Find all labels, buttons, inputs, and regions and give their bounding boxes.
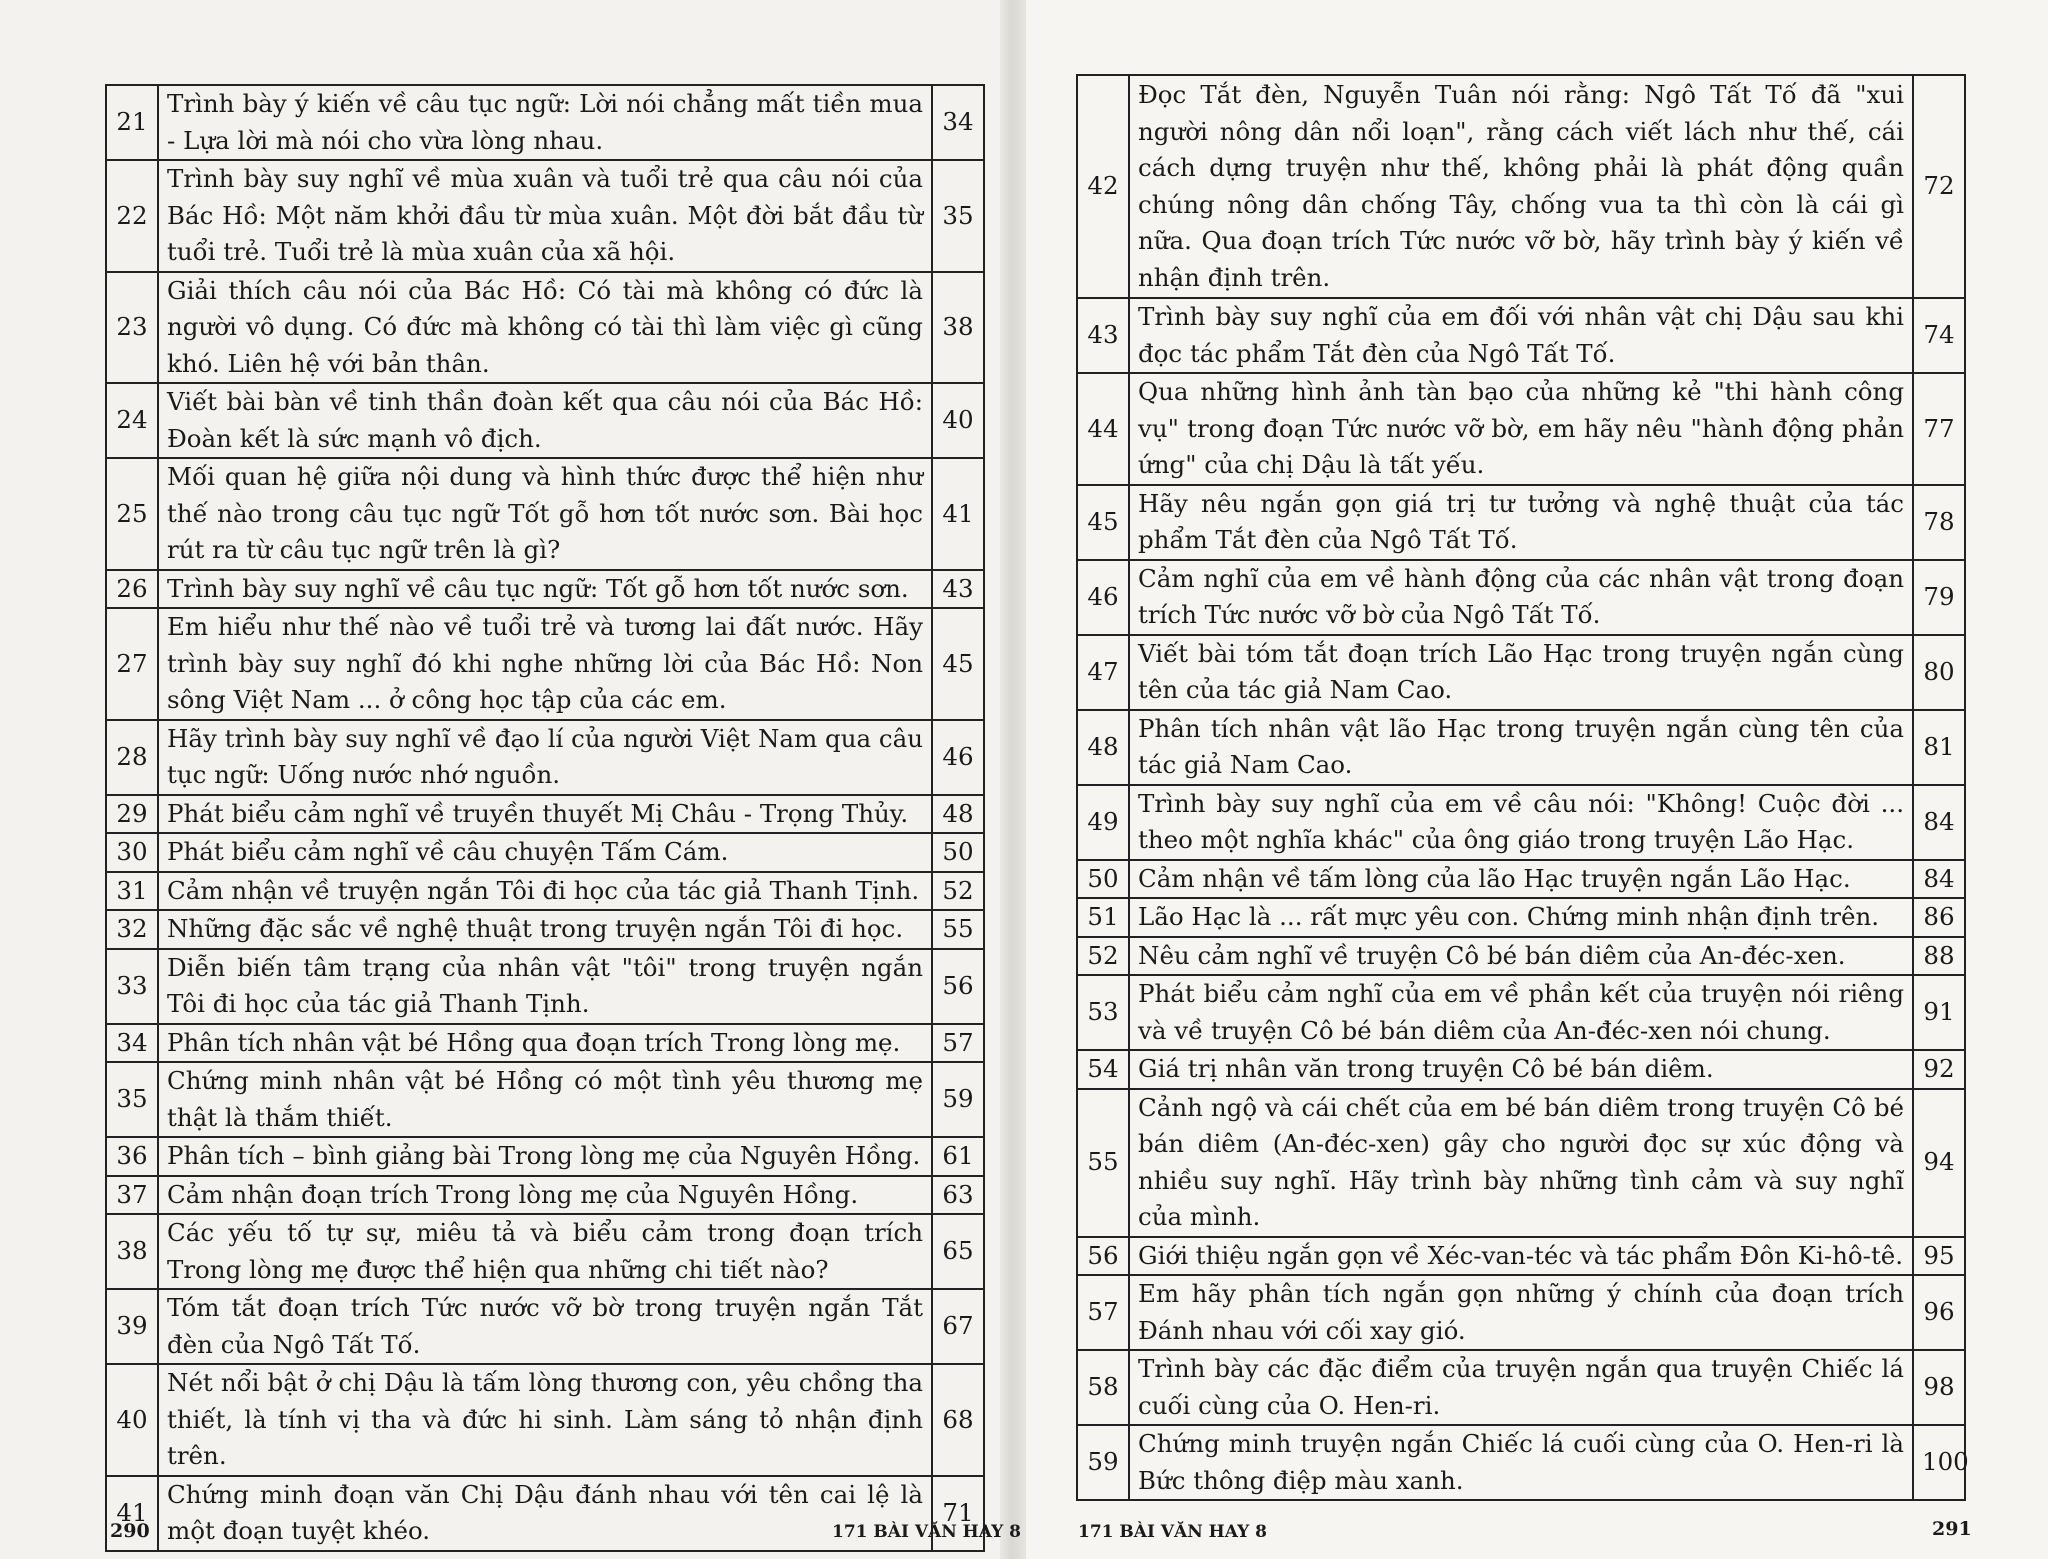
toc-item-title: Phân tích nhân vật bé Hồng qua đoạn trích Trong lòng mẹ. [158,1024,932,1063]
toc-item-number: 24 [106,383,158,458]
toc-row [106,1289,984,1364]
toc-item-title: Chứng minh truyện ngắn Chiếc lá cuối cùng của O. Hen-ri là Bức thông điệp màu xanh. [1129,1425,1913,1500]
toc-row [1077,1089,1965,1237]
toc-item-number: 28 [106,720,158,795]
toc-item-title: Giới thiệu ngắn gọn về Xéc-van-téc và tác phẩm Đôn Ki-hô-tê. [1129,1237,1913,1276]
toc-row [1077,635,1965,710]
toc-item-title: Trình bày suy nghĩ của em về câu nói: "Không! Cuộc đời ... theo một nghĩa khác" của ông giáo trong truyện Lão Hạc. [1129,785,1913,860]
toc-item-title: Chứng minh nhân vật bé Hồng có một tình yêu thương mẹ thật là thắm thiết. [158,1062,932,1137]
toc-row [106,1364,984,1476]
toc-row [106,1062,984,1137]
toc-row [1077,485,1965,560]
toc-item-number: 37 [106,1176,158,1215]
toc-row [106,1137,984,1176]
toc-row [1077,975,1965,1050]
toc-item-number: 45 [1077,485,1129,560]
book-gutter [1000,0,1026,1559]
toc-row [1077,937,1965,976]
toc-item-page: 56 [932,949,984,1024]
toc-item-page: 68 [932,1364,984,1476]
toc-row [106,383,984,458]
toc-item-number: 57 [1077,1275,1129,1350]
toc-item-title: Hãy nêu ngắn gọn giá trị tư tưởng và nghệ thuật của tác phẩm Tắt đèn của Ngô Tất Tố. [1129,485,1913,560]
toc-item-page: 100 [1913,1425,1965,1500]
toc-item-title: Em hiểu như thế nào về tuổi trẻ và tương lai đất nước. Hãy trình bày suy nghĩ đó khi nghe những lời của Bác Hồ: Non sông Việt Nam ... ở công học tập của các em. [158,608,932,720]
toc-row [1077,1425,1965,1500]
toc-item-page: 92 [1913,1050,1965,1089]
toc-item-page: 78 [1913,485,1965,560]
toc-item-title: Mối quan hệ giữa nội dung và hình thức được thể hiện như thế nào trong câu tục ngữ Tốt gỗ hơn tốt nước sơn. Bài học rút ra từ câu tục ngữ trên là gì? [158,458,932,570]
toc-item-title: Tóm tắt đoạn trích Tức nước vỡ bờ trong truyện ngắn Tắt đèn của Ngô Tất Tố. [158,1289,932,1364]
toc-item-title: Trình bày các đặc điểm của truyện ngắn qua truyện Chiếc lá cuối cùng của O. Hen-ri. [1129,1350,1913,1425]
toc-row [106,160,984,272]
toc-item-title: Trình bày suy nghĩ về câu tục ngữ: Tốt gỗ hơn tốt nước sơn. [158,570,932,609]
toc-item-number: 40 [106,1364,158,1476]
toc-item-number: 53 [1077,975,1129,1050]
toc-item-page: 80 [1913,635,1965,710]
toc-item-number: 51 [1077,898,1129,937]
toc-item-page: 57 [932,1024,984,1063]
toc-item-page: 86 [1913,898,1965,937]
toc-row [106,720,984,795]
left-toc-table [105,84,985,1552]
toc-row [106,910,984,949]
toc-item-title: Hãy trình bày suy nghĩ về đạo lí của người Việt Nam qua câu tục ngữ: Uống nước nhớ nguồn. [158,720,932,795]
toc-row [1077,560,1965,635]
toc-item-number: 33 [106,949,158,1024]
toc-item-number: 50 [1077,860,1129,899]
toc-item-number: 27 [106,608,158,720]
toc-item-number: 23 [106,272,158,384]
toc-row [1077,298,1965,373]
right-toc-table [1076,74,1969,1501]
toc-item-number: 32 [106,910,158,949]
toc-item-number: 49 [1077,785,1129,860]
toc-item-title: Phát biểu cảm nghĩ về truyền thuyết Mị Châu - Trọng Thủy. [158,795,932,834]
toc-row [1077,75,1965,298]
toc-item-title: Lão Hạc là ... rất mực yêu con. Chứng minh nhận định trên. [1129,898,1913,937]
toc-item-title: Giá trị nhân văn trong truyện Cô bé bán diêm. [1129,1050,1913,1089]
toc-row [1077,710,1965,785]
toc-item-title: Viết bài tóm tắt đoạn trích Lão Hạc trong truyện ngắn cùng tên của tác giả Nam Cao. [1129,635,1913,710]
toc-item-title: Cảm nhận đoạn trích Trong lòng mẹ của Nguyên Hồng. [158,1176,932,1215]
toc-item-number: 47 [1077,635,1129,710]
toc-row [106,1024,984,1063]
toc-item-number: 48 [1077,710,1129,785]
toc-item-number: 29 [106,795,158,834]
toc-item-title: Cảnh ngộ và cái chết của em bé bán diêm trong truyện Cô bé bán diêm (An-đéc-xen) gây cho người đọc sự xúc động và nhiều suy nghĩ. Hãy trình bày những tình cảm và suy nghĩ của mình. [1129,1089,1913,1237]
toc-item-page: 88 [1913,937,1965,976]
toc-item-page: 50 [932,833,984,872]
toc-item-title: Phân tích – bình giảng bài Trong lòng mẹ của Nguyên Hồng. [158,1137,932,1176]
toc-item-title: Phát biểu cảm nghĩ của em về phần kết của truyện nói riêng và về truyện Cô bé bán diêm của An-đéc-xen nói chung. [1129,975,1913,1050]
toc-item-page: 48 [932,795,984,834]
toc-row [1077,373,1965,485]
toc-item-number: 21 [106,85,158,160]
toc-item-number: 44 [1077,373,1129,485]
toc-item-page: 43 [932,570,984,609]
toc-item-number: 38 [106,1214,158,1289]
toc-item-page: 38 [932,272,984,384]
toc-row [1077,785,1965,860]
toc-item-page: 94 [1913,1089,1965,1237]
toc-item-number: 26 [106,570,158,609]
toc-item-page: 84 [1913,860,1965,899]
toc-item-title: Diễn biến tâm trạng của nhân vật "tôi" trong truyện ngắn Tôi đi học của tác giả Thanh Tịnh. [158,949,932,1024]
toc-item-page: 98 [1913,1350,1965,1425]
toc-item-number: 55 [1077,1089,1129,1237]
toc-item-title: Phát biểu cảm nghĩ về câu chuyện Tấm Cám. [158,833,932,872]
toc-item-page: 52 [932,872,984,911]
toc-item-number: 34 [106,1024,158,1063]
toc-item-number: 56 [1077,1237,1129,1276]
toc-item-page: 71 [932,1476,984,1551]
toc-item-page: 72 [1913,75,1965,298]
toc-item-title: Trình bày suy nghĩ về mùa xuân và tuổi trẻ qua câu nói của Bác Hồ: Một năm khởi đầu từ mùa xuân. Một đời bắt đầu từ tuổi trẻ. Tuổi trẻ là mùa xuân của xã hội. [158,160,932,272]
toc-item-number: 41 [106,1476,158,1551]
toc-item-page: 95 [1913,1237,1965,1276]
toc-item-number: 35 [106,1062,158,1137]
toc-item-title: Nét nổi bật ở chị Dậu là tấm lòng thương con, yêu chồng tha thiết, là tính vị tha và đức hi sinh. Làm sáng tỏ nhận định trên. [158,1364,932,1476]
toc-item-page: 74 [1913,298,1965,373]
toc-item-number: 39 [106,1289,158,1364]
toc-item-title: Cảm nghĩ của em về hành động của các nhân vật trong đoạn trích Tức nước vỡ bờ của Ngô Tất Tố. [1129,560,1913,635]
toc-row [1077,1350,1965,1425]
toc-item-number: 31 [106,872,158,911]
toc-item-number: 25 [106,458,158,570]
toc-item-page: 84 [1913,785,1965,860]
toc-row [1077,1050,1965,1089]
toc-item-page: 63 [932,1176,984,1215]
toc-row [106,272,984,384]
toc-item-number: 30 [106,833,158,872]
toc-row [106,458,984,570]
toc-row [106,85,984,160]
toc-item-page: 45 [932,608,984,720]
toc-item-number: 58 [1077,1350,1129,1425]
toc-item-page: 77 [1913,373,1965,485]
toc-item-title: Chứng minh đoạn văn Chị Dậu đánh nhau với tên cai lệ là một đoạn tuyệt khéo. [158,1476,932,1551]
toc-item-page: 41 [932,458,984,570]
toc-item-title: Trình bày ý kiến về câu tục ngữ: Lời nói chẳng mất tiền mua - Lựa lời mà nói cho vừa lòng nhau. [158,85,932,160]
toc-row [106,1214,984,1289]
toc-item-number: 52 [1077,937,1129,976]
toc-item-page: 81 [1913,710,1965,785]
page-number-left: 290 [110,1520,150,1542]
toc-item-page: 40 [932,383,984,458]
toc-item-number: 46 [1077,560,1129,635]
toc-item-title: Cảm nhận về truyện ngắn Tôi đi học của tác giả Thanh Tịnh. [158,872,932,911]
toc-item-title: Những đặc sắc về nghệ thuật trong truyện ngắn Tôi đi học. [158,910,932,949]
toc-row [1077,1237,1965,1276]
toc-item-title: Nêu cảm nghĩ về truyện Cô bé bán diêm của An-đéc-xen. [1129,937,1913,976]
toc-item-page: 55 [932,910,984,949]
toc-row [106,949,984,1024]
running-title-right: 171 BÀI VĂN HAY 8 [1078,1522,1267,1542]
toc-item-page: 79 [1913,560,1965,635]
toc-row [106,795,984,834]
toc-item-number: 22 [106,160,158,272]
toc-item-title: Qua những hình ảnh tàn bạo của những kẻ "thi hành công vụ" trong đoạn Tức nước vỡ bờ, em hãy nêu "hành động phản ứng" của chị Dậu là tất yếu. [1129,373,1913,485]
toc-row [106,608,984,720]
toc-row [106,872,984,911]
toc-row [1077,860,1965,899]
page-number-right: 291 [1932,1518,1972,1540]
toc-item-title: Đọc Tắt đèn, Nguyễn Tuân nói rằng: Ngô Tất Tố đã "xui người nông dân nổi loạn", rằng cách viết lách như thế, cái cách dựng truyện như thế, không phải là phát động quần chúng nông dân chống Tây, chống vua ta thì còn là cái gì nữa. Qua đoạn trích Tức nước vỡ bờ, hãy trình bày ý kiến về nhận định trên. [1129,75,1913,298]
toc-row [106,1176,984,1215]
toc-item-number: 42 [1077,75,1129,298]
toc-item-page: 35 [932,160,984,272]
toc-item-title: Trình bày suy nghĩ của em đối với nhân vật chị Dậu sau khi đọc tác phẩm Tắt đèn của Ngô Tất Tố. [1129,298,1913,373]
toc-item-page: 91 [1913,975,1965,1050]
toc-item-page: 96 [1913,1275,1965,1350]
toc-row [106,833,984,872]
toc-row [1077,898,1965,937]
toc-item-number: 36 [106,1137,158,1176]
running-title-left: 171 BÀI VĂN HAY 8 [832,1522,1021,1542]
toc-item-number: 59 [1077,1425,1129,1500]
toc-item-title: Viết bài bàn về tinh thần đoàn kết qua câu nói của Bác Hồ: Đoàn kết là sức mạnh vô địch. [158,383,932,458]
toc-row [106,570,984,609]
toc-item-title: Các yếu tố tự sự, miêu tả và biểu cảm trong đoạn trích Trong lòng mẹ được thể hiện qua những chi tiết nào? [158,1214,932,1289]
toc-item-page: 67 [932,1289,984,1364]
toc-item-title: Cảm nhận về tấm lòng của lão Hạc truyện ngắn Lão Hạc. [1129,860,1913,899]
toc-item-page: 34 [932,85,984,160]
toc-item-title: Giải thích câu nói của Bác Hồ: Có tài mà không có đức là người vô dụng. Có đức mà không có tài thì làm việc gì cũng khó. Liên hệ với bản thân. [158,272,932,384]
toc-item-title: Phân tích nhân vật lão Hạc trong truyện ngắn cùng tên của tác giả Nam Cao. [1129,710,1913,785]
toc-item-page: 65 [932,1214,984,1289]
toc-item-number: 54 [1077,1050,1129,1089]
toc-item-page: 59 [932,1062,984,1137]
toc-item-page: 46 [932,720,984,795]
toc-row [1077,1275,1965,1350]
toc-item-page: 61 [932,1137,984,1176]
toc-item-title: Em hãy phân tích ngắn gọn những ý chính của đoạn trích Đánh nhau với cối xay gió. [1129,1275,1913,1350]
toc-item-number: 43 [1077,298,1129,373]
